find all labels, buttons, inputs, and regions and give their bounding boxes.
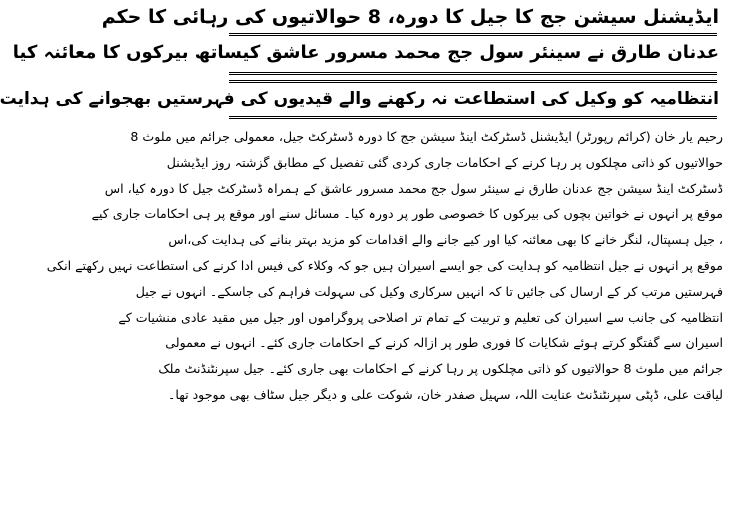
headline-divider — [229, 72, 717, 73]
sub-headline: عدنان طارق نے سینئر سول جج محمد مسرور عاشق کیساتھ بیرکوں کا معائنہ کیا — [12, 42, 719, 63]
headline-divider — [229, 33, 717, 34]
article-line: لیاقت علی، ڈپٹی سپرنٹنڈنٹ عنایت اللہ، سہیل صفدر خان، شوکت علی و دیگر جیل سٹاف بھی موجود تھا۔ — [168, 386, 723, 402]
headline-divider — [229, 116, 717, 117]
sub-headline: انتظامیہ کو وکیل کی استطاعت نہ رکھنے والے قیدیوں کی فہرستیں بھجوانے کی ہدایت — [0, 89, 719, 109]
headline-divider — [229, 74, 717, 75]
article-line: ، جیل ہسپتال، لنگر خانے کا بھی معائنہ کیا اور کیے جانے والے اقدامات کو مزید بہتر بنانے کی ہدایت کی،اس — [168, 232, 723, 248]
headline-divider — [229, 118, 717, 119]
headline-divider — [229, 35, 717, 36]
article-line: فہرستیں مرتب کر کے ارسال کی جائیں تا کہ انہیں سرکاری وکیل کی سہولت فراہم کی جاسکے۔ انہوں نے جیل — [135, 283, 723, 299]
article-line: موقع پر انہوں نے جیل انتظامیہ کو ہدایت کی جو ایسے اسیران ہیں جو کہ وکلاء کی فیس ادا کرنے کی استطاعت نہیں رکھتے انکی — [46, 257, 723, 273]
main-headline: ایڈیشنل سیشن جج کا جیل کا دورہ، 8 حوالاتیوں کی رہائی کا حکم — [101, 6, 719, 28]
article-line: موقع پر انہوں نے خواتین بچوں کی بیرکوں کا خصوصی طور پر دورہ کیا۔ مسائل سنے اور موقع پر ہی احکامات جاری کیے — [91, 206, 723, 222]
article-body — [46, 124, 723, 510]
article-line: رحیم یار خان (کرائم رپورٹر) ایڈیشنل ڈسٹرکٹ اینڈ سیشن جج کا دورہ ڈسٹرکٹ جیل، معمولی جرائم میں ملوث 8 — [130, 129, 723, 144]
article-line: حوالاتیوں کو ذاتی مچلکوں پر رہا کرنے کے احکامات جاری کردی گئی تفصیل کے مطابق گزشتہ روز ایڈیشنل — [166, 154, 723, 170]
headline-divider — [229, 82, 717, 83]
article-line: انتظامیہ کی جانب سے اسیران کی تعلیم و تربیت کے تمام تر اصلاحی پروگراموں اور جیل میں مقید عادی منشیات کے — [118, 309, 723, 325]
article-line: ڈسٹرکٹ اینڈ سیشن جج عدنان طارق نے سینئر سول جج محمد مسرور عاشق کے ہمراہ ڈسٹرکٹ جیل کا دورہ کیا، اس — [104, 180, 723, 196]
article-line: جرائم میں ملوث 8 حوالاتیوں کو ذاتی مچلکوں پر رہا کرنے کے احکامات بھی جاری کئے۔ جیل سپرنٹنڈنٹ ملک — [158, 361, 723, 377]
article-line: اسیران سے گفتگو کرتے ہوئے شکایات کا فوری طور پر ازالہ کرنے کے احکامات جاری کئے۔ انہوں نے معمولی — [165, 335, 723, 351]
headline-divider — [229, 80, 717, 81]
